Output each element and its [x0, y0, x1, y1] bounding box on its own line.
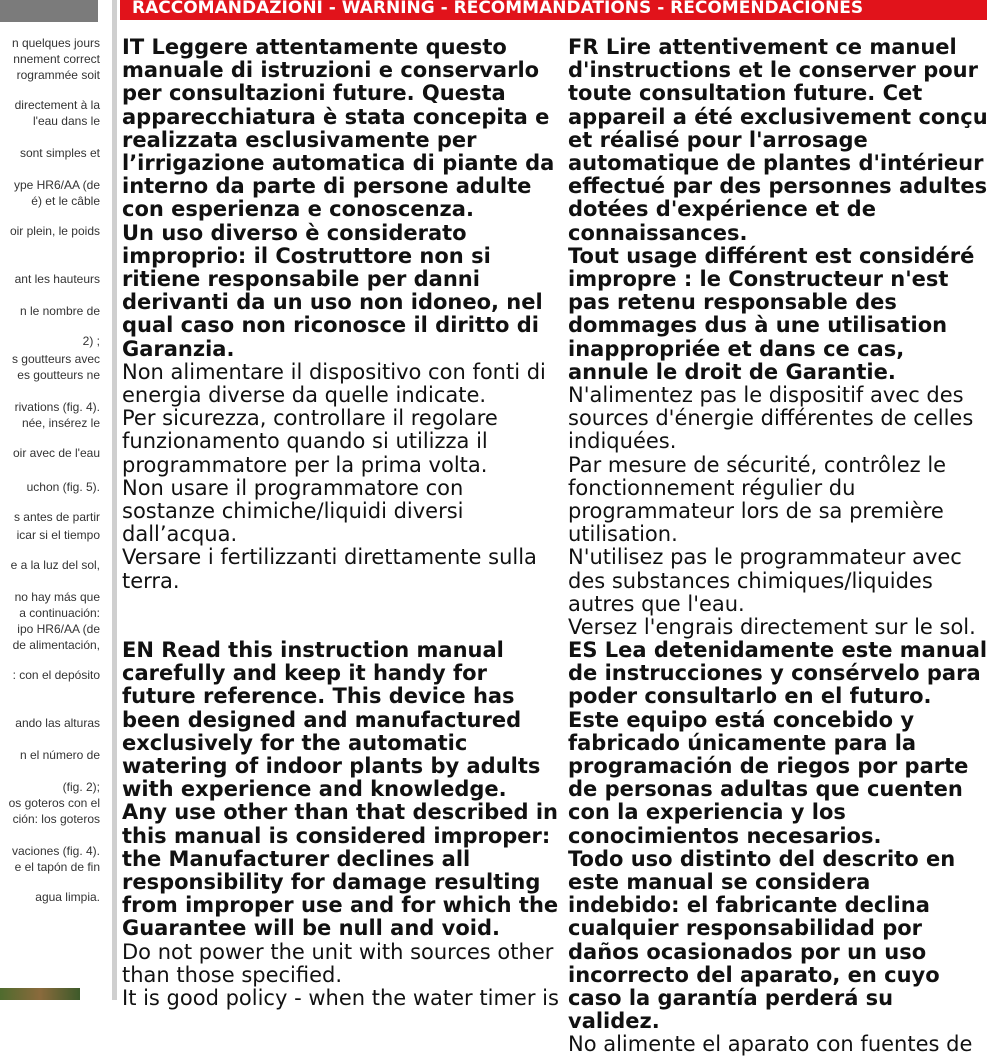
strip-text-line: ype HR6/AA (de: [13, 178, 100, 192]
strip-text-line: l'eau dans le: [32, 114, 100, 128]
section-english: [122, 639, 562, 1010]
strip-text-line: a continuación:: [19, 606, 100, 620]
strip-text-line: uchon (fig. 5).: [26, 480, 100, 494]
strip-text-line: no hay más que: [14, 590, 100, 604]
french-normal-text: N'alimentez pas le dispositif avec des sources d'énergie différentes de celles indiquées. Par mesure de sécurité, contrôlez le fonctionnement régulier du programmateur lors de sa première utilisation. N'utilisez pas le programmateur avec des substances chimiques/liquides autres que l'eau. Versez l'engrais directement sur le sol.: [568, 383, 976, 640]
strip-text-line: ant les hauteurs: [14, 272, 100, 286]
adjacent-page-strip: [0, 0, 108, 1000]
strip-text-line: de alimentación,: [12, 638, 100, 652]
strip-text-line: oir avec de l'eau: [12, 446, 100, 460]
gray-header-block: [0, 0, 98, 22]
strip-text-line: os goteros con el: [8, 796, 100, 810]
french-bold-text: FR Lire attentivement ce manuel d'instructions et le conserver pour toute consultation future. Cet appareil a été exclusivement conçu et réalisé pour l'arrosage automatique de plantes d'intérieur effectué par des personnes adultes dotées d'expérience et de connaissances. Tout usage différent est considéré impropre : le Constructeur n'est pas retenu responsable des dommages dus à une utilisation inappropriée et dans ce cas, annule le droit de Garantie.: [568, 35, 988, 384]
strip-text-line: e a la luz del sol,: [10, 558, 100, 572]
strip-text-line: s goutteurs avec: [11, 352, 100, 366]
strip-text-line: icar si el tiempo: [16, 528, 100, 542]
strip-text-line: é) et le câble: [31, 194, 100, 208]
strip-text-line: (fig. 2);: [62, 780, 100, 794]
section-italian: [122, 36, 562, 593]
strip-text-line: rivations (fig. 4).: [14, 400, 100, 414]
strip-text-line: directement à la: [14, 98, 100, 112]
strip-text-line: sont simples et: [19, 146, 100, 160]
section-french: [568, 36, 988, 639]
strip-text-line: agua limpia.: [35, 890, 100, 904]
spanish-normal-text: No alimente el aparato con fuentes de: [568, 1032, 973, 1057]
strip-text-line: vaciones (fig. 4).: [11, 844, 100, 858]
strip-text-line: rogrammée soit: [16, 68, 100, 82]
section-spanish: [568, 639, 988, 1057]
strip-text-line: : con el depósito: [12, 668, 100, 682]
italian-bold-text: IT Leggere attentamente questo manuale di istruzioni e conservarlo per consultazioni future. Questa apparecchiatura è stata concepita e realizzata esclusivamente per l’irrigazione automatica di piante da interno da parte di persone adulte con esperienza e conoscenza. Un uso diverso è considerato improprio: il Costruttore non si ritiene responsabile per danni derivanti da un uso non idoneo, nel qual caso non riconosce il diritto di Garanzia.: [122, 35, 555, 361]
plant-photo-fragment: [0, 988, 80, 1000]
english-bold-text: EN Read this instruction manual carefully and keep it handy for future reference. This device has been designed and manufactured exclusively for the automatic watering of indoor plants by adults with experience and knowledge. Any use other than that described in this manual is considered improper: the Manufacturer declines all responsibility for damage resulting from improper use and for which the Guarantee will be null and void.: [122, 638, 559, 941]
strip-text-line: née, insérez le: [21, 416, 100, 430]
strip-text-line: n quelques jours: [11, 36, 100, 50]
strip-text-line: oir plein, le poids: [9, 224, 100, 238]
strip-text-line: ción: los goteros: [12, 812, 100, 826]
strip-text-line: ando las alturas: [15, 716, 100, 730]
strip-text-line: nnement correct: [13, 52, 100, 66]
spanish-bold-text: ES Lea detenidamente este manual de instrucciones y consérvelo para poder consultarlo en el futuro. Este equipo está concebido y fabricado únicamente para la programación de riegos por parte de personas adultas que cuenten con la experiencia y los conocimientos necesarios. Todo uso distinto del descrito en este manual se considera indebido: el fabricante declina cualquier responsabilidad por daños ocasionados por un uso incorrecto del aparato, en cuyo caso la garantía perderá su validez.: [568, 638, 988, 1034]
strip-text-line: n el número de: [19, 748, 100, 762]
strip-text-line: s antes de partir: [13, 510, 100, 524]
italian-normal-text: Non alimentare il dispositivo con fonti di energia diverse da quelle indicate. Per sicurezza, controllare il regolare funzionamento quando si utilizza il programmatore per la prima volta. Non usare il programmatore con sostanze chimiche/liquidi diversi dall’acqua. Versare i fertilizzanti direttamente sulla terra.: [122, 359, 546, 593]
strip-text-line: e el tapón de fin: [14, 860, 100, 874]
page-divider: [112, 0, 117, 1000]
warning-banner: RACCOMANDAZIONI - WARNING - RECOMMANDATIONS - RECOMENDACIONES: [120, 0, 987, 20]
strip-text-line: n le nombre de: [19, 304, 100, 318]
strip-text-line: 2) ;: [82, 334, 100, 348]
strip-text-line: es goutteurs ne: [17, 368, 100, 382]
strip-text-line: ipo HR6/AA (de: [17, 622, 100, 636]
english-normal-text: Do not power the unit with sources other than those specified. It is good policy - when the water timer is: [122, 939, 559, 1011]
